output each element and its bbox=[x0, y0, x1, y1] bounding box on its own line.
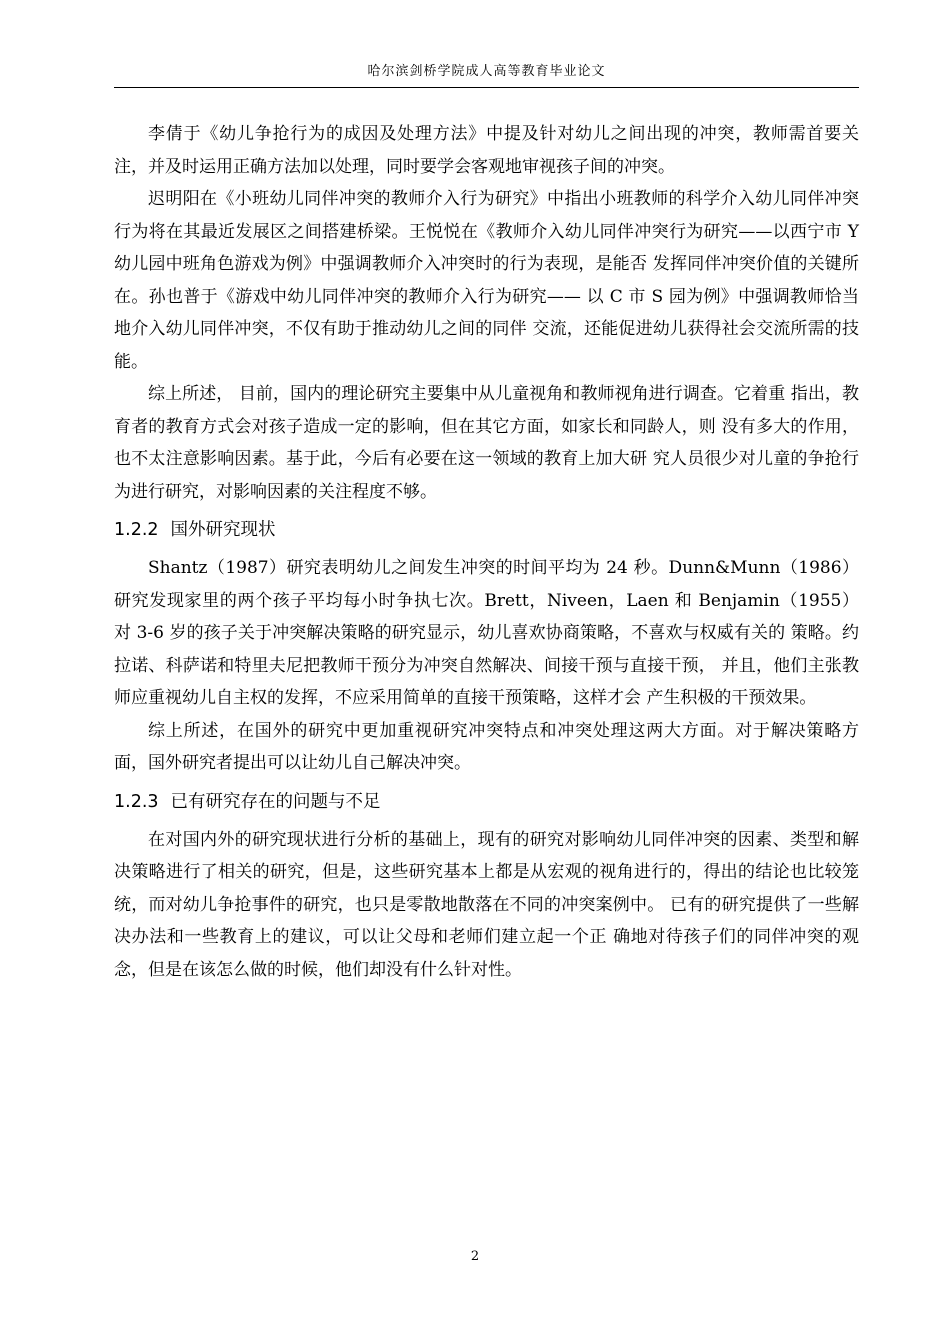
section-number: 1.2.2 bbox=[114, 520, 159, 540]
paragraph-shantz: Shantz（1987）研究表明幼儿之间发生冲突的时间平均为 24 秒。Dunn&Munn（1986） 研究发现家里的两个孩子平均每小时争执七次。Brett，Niveen，Laen 和 Benjamin（1955） 对 3-6 岁的孩子关于冲突解决策略的研究显示，幼儿喜欢协商策略，不喜欢与权威有关的 策略。约拉诺、科萨诺和特里夫尼把教师干预分为冲突自然解决、间接干预与直接干预， 并且，他们主张教师应重视幼儿自主权的发挥，不应采用简单的直接干预策略，这样才会 产生积极的干预效果。 bbox=[114, 558, 859, 708]
document-body bbox=[114, 118, 859, 986]
section-number: 1.2.3 bbox=[114, 791, 159, 812]
paragraph-foreign-summary: 综上所述，在国外的研究中更加重视研究冲突特点和冲突处理这两大方面。对于解决策略方面，国外研究者提出可以让幼儿自己解决冲突。 bbox=[114, 720, 859, 773]
section-heading-1-2-3 bbox=[114, 786, 859, 818]
paragraph-chi-mingyang: 迟明阳在《小班幼儿同伴冲突的教师介入行为研究》中指出小班教师的科学介入幼儿同伴冲突行为将在其最近发展区之间搭建桥梁。王悦悦在《教师介入幼儿同伴冲突行为研究——以西宁市 Y 幼儿园中班角色游戏为例》中强调教师介入冲突时的行为表现，是能否 发挥同伴冲突价值的关键所在。孙也普于《游戏中幼儿同伴冲突的教师介入行为研究—— 以 C 市 S 园为例》中强调教师恰当地介入幼儿同伴冲突，不仅有助于推动幼儿之间的同伴 交流，还能促进幼儿获得社会交流所需的技能。 bbox=[114, 189, 859, 372]
paragraph-domestic-summary: 综上所述， 目前，国内的理论研究主要集中从儿童视角和教师视角进行调查。它着重 指出，教育者的教育方式会对孩子造成一定的影响，但在其它方面，如家长和同龄人，则 没有多大的作用，也不太注意影响因素。基于此，今后有必要在这一领域的教育上加大研 究人员很少对儿童的争抢行为进行研究，对影响因素的关注程度不够。 bbox=[114, 384, 859, 502]
paragraph-problems: 在对国内外的研究现状进行分析的基础上，现有的研究对影响幼儿同伴冲突的因素、类型和解决策略进行了相关的研究，但是，这些研究基本上都是从宏观的视角进行的，得出的结论也比较笼统，而对幼儿争抢事件的研究，也只是零散地散落在不同的冲突案例中。 已有的研究提供了一些解决办法和一些教育上的建议，可以让父母和老师们建立起一个正 确地对待孩子们的同伴冲突的观念，但是在该怎么做的时候，他们却没有什么针对性。 bbox=[114, 829, 859, 980]
page-number: 2 bbox=[470, 1249, 480, 1264]
page-header: 哈尔滨剑桥学院成人高等教育毕业论文 bbox=[367, 64, 606, 79]
header-divider bbox=[114, 87, 859, 88]
section-title: 国外研究现状 bbox=[170, 520, 276, 540]
paragraph-li-qian: 李倩于《幼儿争抢行为的成因及处理方法》中提及针对幼儿之间出现的冲突，教师需首要关注，并及时运用正确方法加以处理，同时要学会客观地审视孩子间的冲突。 bbox=[114, 124, 859, 177]
section-heading-1-2-2 bbox=[114, 514, 859, 546]
section-title: 已有研究存在的问题与不足 bbox=[170, 791, 381, 812]
